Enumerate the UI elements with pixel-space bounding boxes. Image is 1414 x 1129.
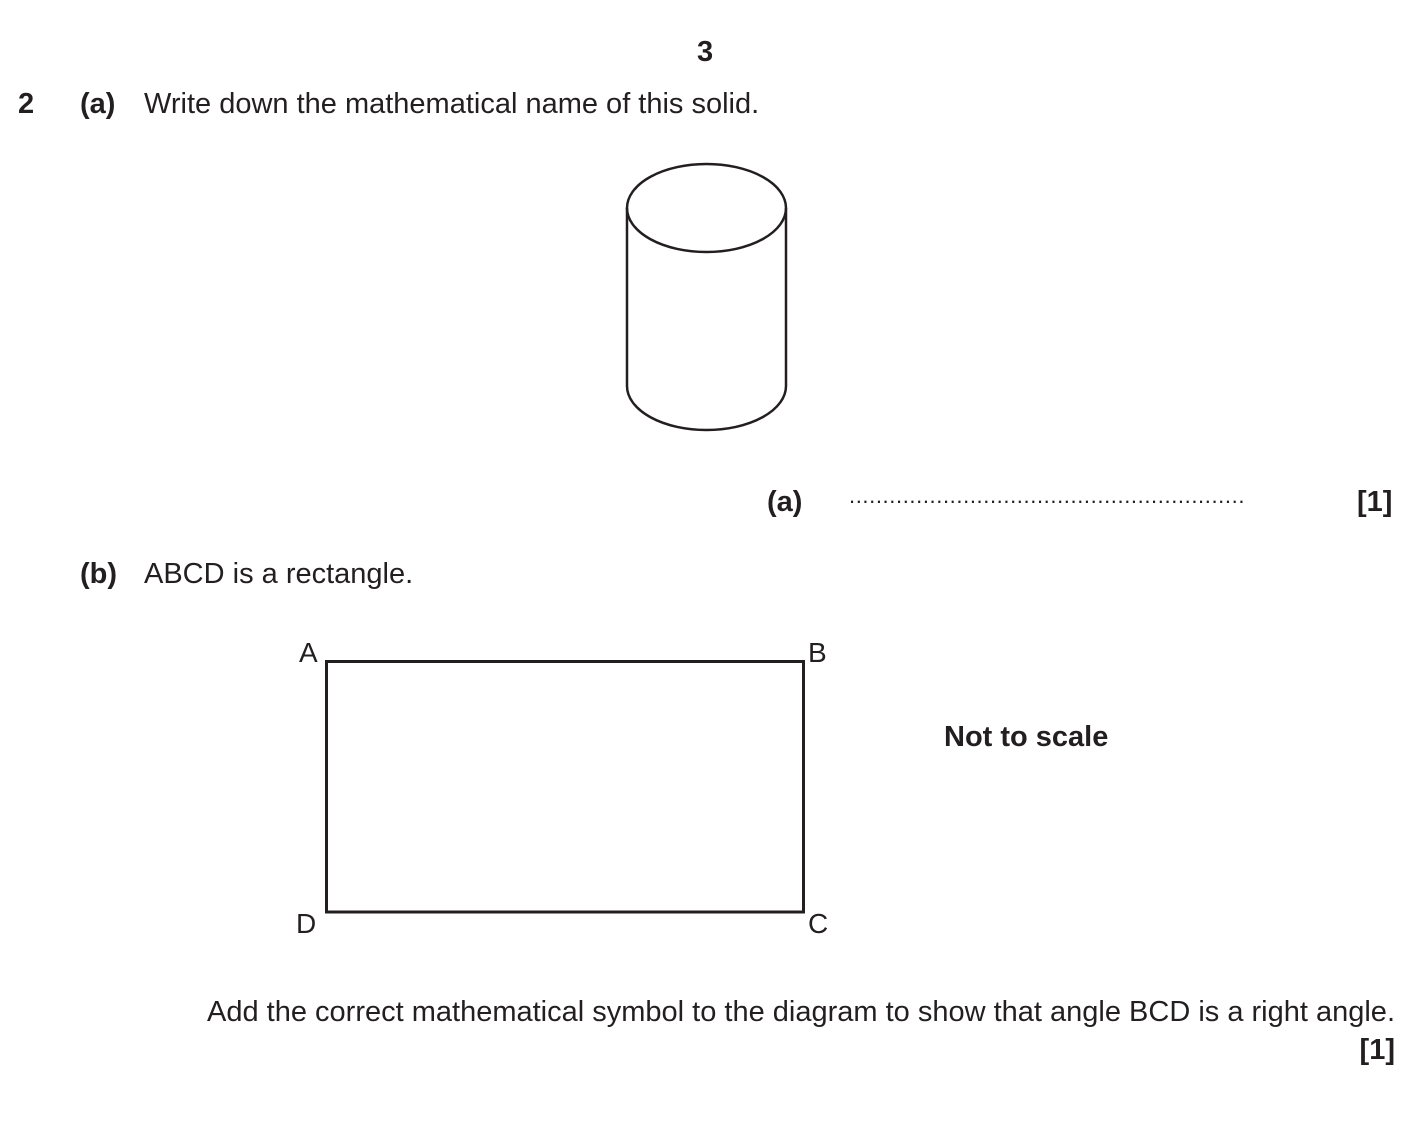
cylinder-diagram: [627, 164, 786, 430]
rectangle-abcd: [327, 662, 804, 913]
vertex-b: B: [808, 637, 827, 668]
page-number: 3: [697, 36, 714, 68]
part-a-marks: [1]: [1357, 486, 1393, 518]
part-a-text: Write down the mathematical name of this solid.: [144, 88, 760, 120]
vertex-a: A: [299, 637, 318, 668]
part-a-label: (a): [80, 88, 116, 120]
part-b-label: (b): [80, 558, 118, 590]
question-number: 2: [18, 88, 35, 120]
part-b-instruction: Add the correct mathematical symbol to the diagram to show that angle BCD is a right angle.: [207, 996, 1395, 1028]
not-to-scale-note: Not to scale: [944, 721, 1109, 753]
vertex-d: D: [296, 908, 317, 939]
answer-a-line[interactable]: ...........................................................: [849, 483, 1246, 508]
part-b-text: ABCD is a rectangle.: [144, 558, 414, 590]
answer-a-label: (a): [767, 486, 803, 518]
vertex-c: C: [808, 908, 829, 939]
part-b-marks: [1]: [1359, 1034, 1395, 1066]
